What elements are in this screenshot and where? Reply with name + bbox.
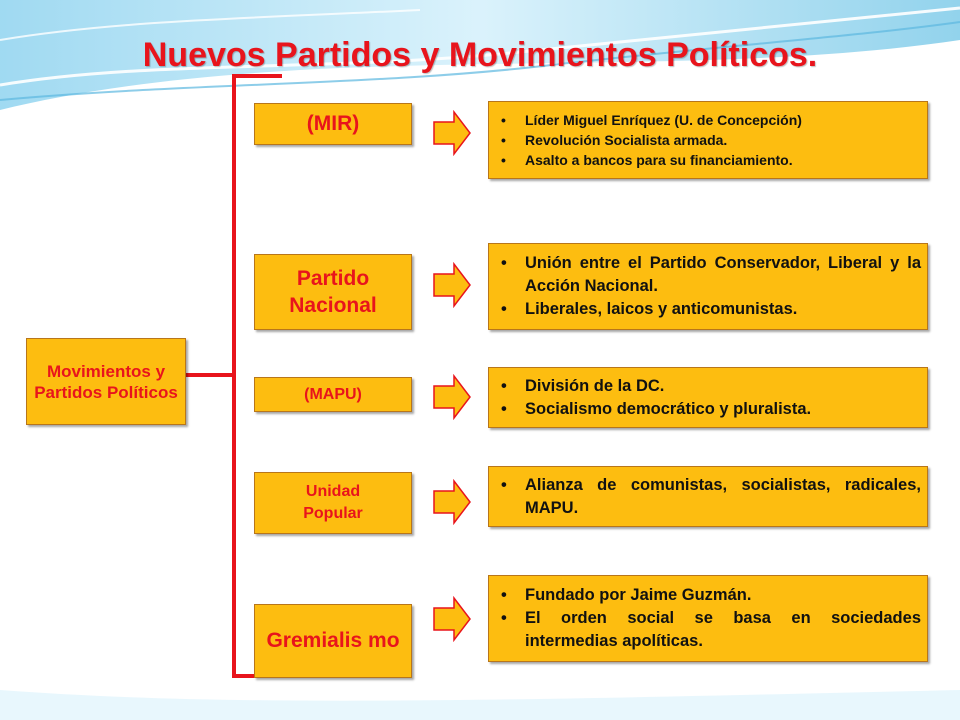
node-gremialismo [254,604,412,678]
node-gremialismo-label: Gremialis mo [266,629,400,652]
slide-title: Nuevos Partidos y Movimientos Políticos. [142,36,818,74]
root-node-label: Movimientos y Partidos Políticos [34,361,178,402]
arrow-right-icon [432,596,472,642]
node-mapu [254,377,412,412]
node-mapu-label: (MAPU) [304,385,362,403]
node-partido-nacional [254,254,412,330]
desc-gremialismo [488,575,928,662]
desc-mir [488,101,928,179]
bullet-item: • Unión entre el Partido Conservador, Liberal y la Acción Nacional. [501,252,921,298]
desc-unidad-popular [488,466,928,527]
node-partido-nacional-label: Partido Nacional [289,267,377,317]
arrow-right-icon [432,479,472,525]
bullet-item: • Asalto a bancos para su financiamiento. [501,150,921,170]
node-unidad-popular-label: Unidad Popular [303,483,363,522]
bullet-item: • Socialismo democrático y pluralista. [501,398,921,421]
node-mir [254,103,412,145]
root-node [26,338,186,425]
desc-partido-nacional [488,243,928,330]
bullet-item: • Líder Miguel Enríquez (U. de Concepción) [501,110,921,130]
desc-mapu [488,367,928,428]
bullet-item: • El orden social se basa en sociedades intermedias apolíticas. [501,607,921,653]
bullet-item: • División de la DC. [501,375,921,398]
node-mir-label: (MIR) [306,112,360,135]
bullet-item: • Fundado por Jaime Guzmán. [501,584,921,607]
arrow-right-icon [432,110,472,156]
bullet-item: • Liberales, laicos y anticomunistas. [501,298,921,321]
arrow-right-icon [432,374,472,420]
bullet-item: • Alianza de comunistas, socialistas, radicales, MAPU. [501,474,921,520]
node-unidad-popular [254,472,412,534]
arrow-right-icon [432,262,472,308]
bullet-item: • Revolución Socialista armada. [501,130,921,150]
